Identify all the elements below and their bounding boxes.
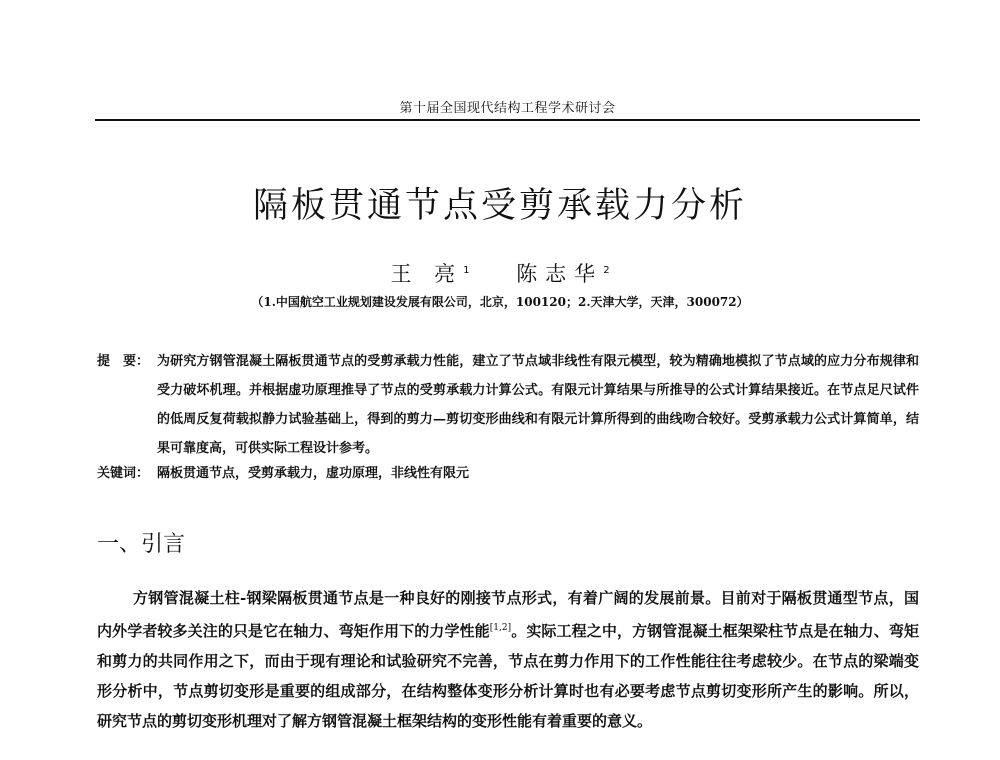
abstract — [97, 347, 919, 463]
intro-text-part2: 。实际工程之中，方钢管混凝土框架梁柱节点是在轴力、弯矩和剪力的共同作用之下，而由于现有理论和试验研究不完善，节点在剪力作用下的工作性能往往考虑较少。在节点的梁端变形分析中，节点剪切变形是重要的组成部分，在结构整体变形分析计算时也有必要考虑节点剪切变形所产生的影响。所以，研究节点的剪切变形机理对了解方钢管混凝土框架结构的变形性能有着重要的意义。 — [97, 622, 919, 730]
section-heading: 一、引言 — [97, 532, 186, 557]
intro-text-part1: 方钢管混凝土柱-钢梁隔板贯通节点是一种良好的刚接节点形式，有着广阔的发展前景。目前对于隔板贯通型节点，国内外学者较多关注的只是它在轴力、弯矩作用下的力学性能 — [97, 589, 919, 640]
author-affil-mark: 2 — [603, 265, 610, 276]
citation-mark: [1,2] — [489, 623, 512, 633]
intro-paragraph — [97, 583, 919, 736]
abstract-label: 提 要： — [97, 354, 150, 369]
header-rule — [95, 119, 920, 121]
running-header: 第十届全国现代结构工程学术研讨会 — [399, 101, 616, 116]
keywords — [97, 459, 919, 488]
abstract-text: 为研究方钢管混凝土隔板贯通节点的受剪承载力性能，建立了节点域非线性有限元模型，较为精确地模拟了节点域的应力分布规律和受力破坏机理。并根据虚功原理推导了节点的受剪承载力计算公式。有限元计算结果与所推导的公式计算结果接近。在节点足尺试件的低周反复荷载拟静力试验基础上，得到的剪力—剪切变形曲线和有限元计算所得到的曲线吻合较好。受剪承载力公式计算简单，结果可靠度高，可供实际工程设计参考。 — [157, 354, 919, 456]
affiliation: （1.中国航空工业规划建设发展有限公司，北京，100120；2.天津大学，天津，300072） — [251, 295, 749, 309]
author-2 — [516, 258, 609, 288]
authors — [0, 258, 1000, 288]
author-affil-mark: 1 — [463, 265, 470, 276]
author-name: 陈志华 — [516, 262, 604, 286]
keywords-text: 隔板贯通节点，受剪承载力，虚功原理，非线性有限元 — [157, 466, 470, 481]
paper-title: 隔板贯通节点受剪承载力分析 — [252, 186, 747, 226]
author-1 — [390, 258, 469, 288]
keywords-label: 关键词： — [97, 466, 150, 481]
author-name: 王 亮 — [390, 262, 464, 286]
